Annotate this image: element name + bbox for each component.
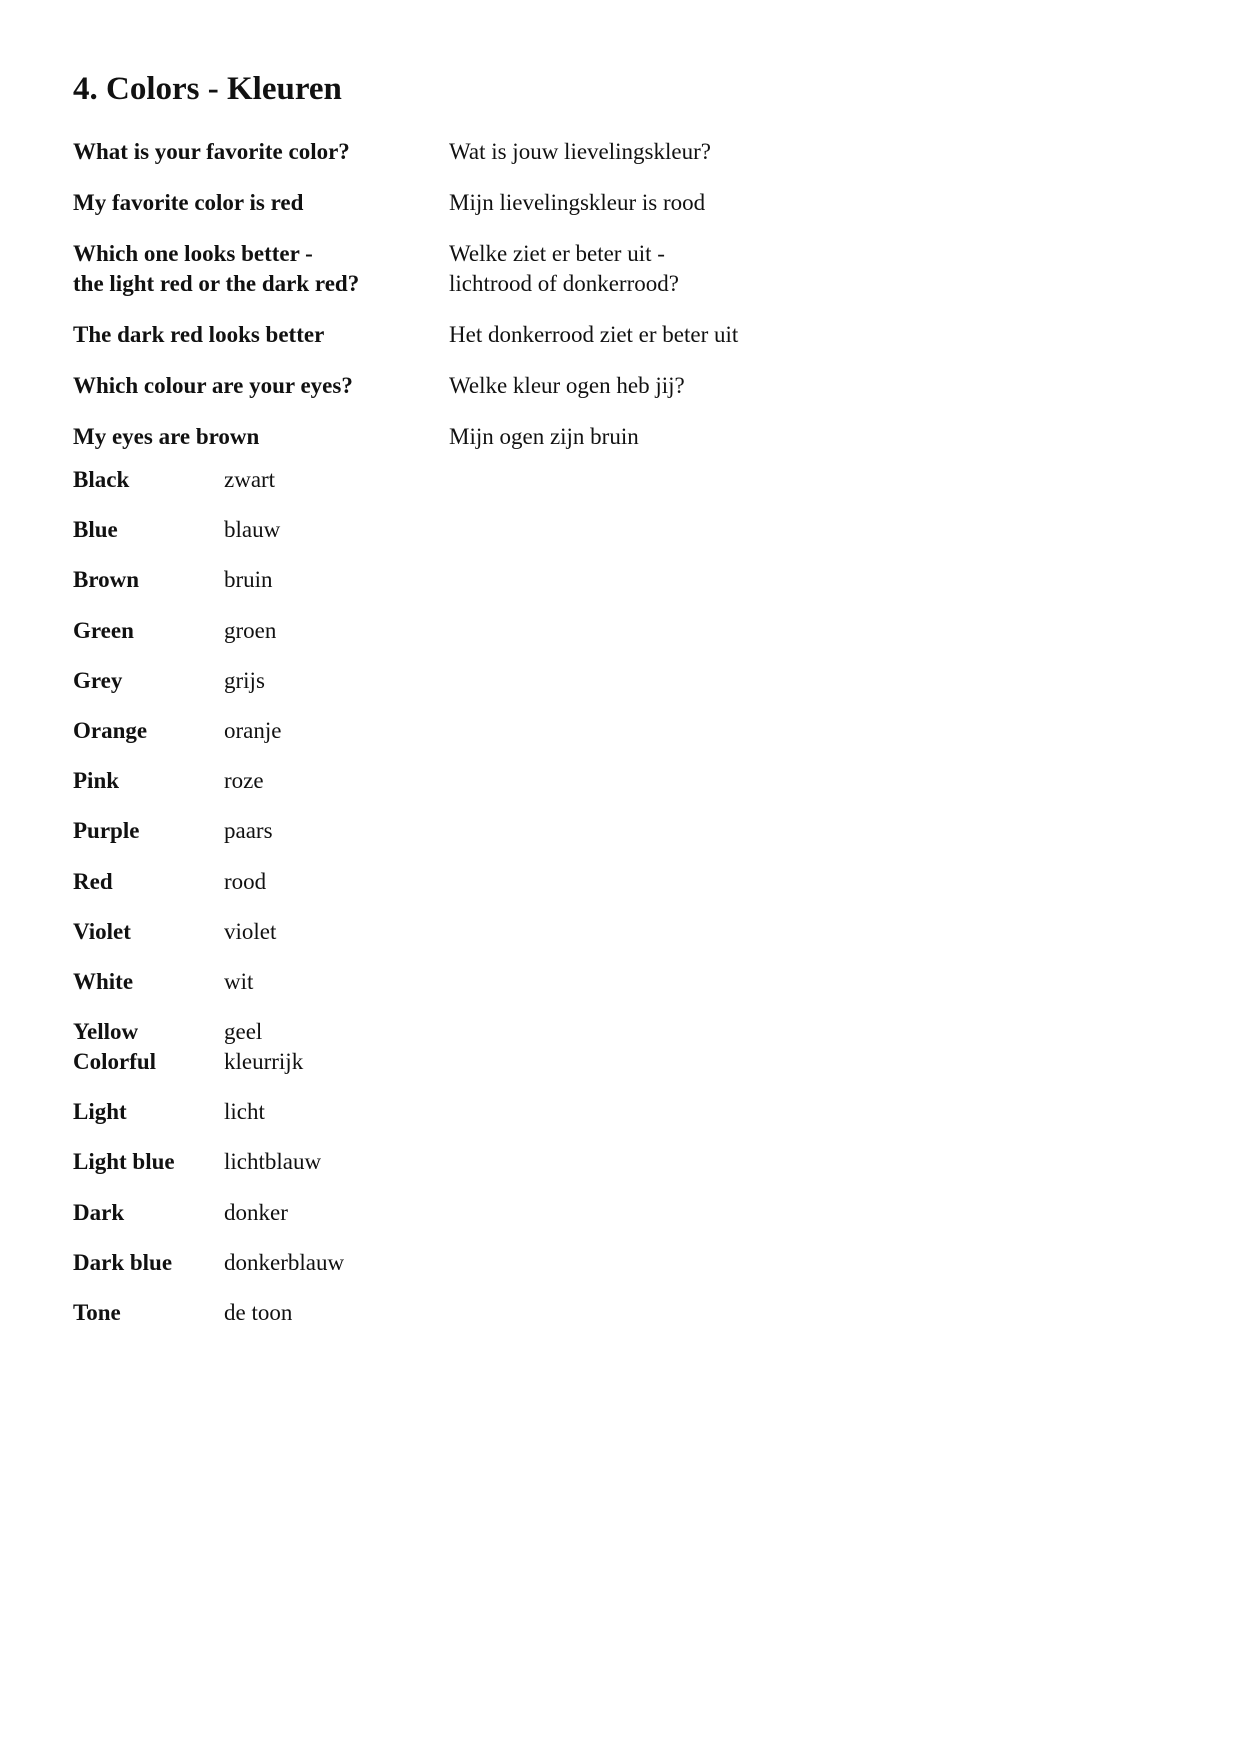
vocab-english: Green bbox=[73, 617, 134, 643]
vocab-row bbox=[73, 1147, 673, 1197]
phrase-dutch bbox=[449, 371, 833, 401]
vocab-english: Light bbox=[73, 1099, 127, 1125]
phrase-english-line: My eyes are brown bbox=[73, 424, 260, 449]
vocab-english: Red bbox=[73, 868, 113, 894]
vocab-dutch: zwart bbox=[224, 467, 276, 492]
phrase-english-line: What is your favorite color? bbox=[73, 139, 350, 164]
phrase-english-line: My favorite color is red bbox=[73, 190, 304, 215]
phrase-dutch-line: Wat is jouw lievelingskleur? bbox=[449, 139, 711, 164]
phrase-english-line: the light red or the dark red? bbox=[73, 271, 360, 296]
vocab-dutch: de toon bbox=[224, 1299, 293, 1325]
vocab-english: Blue bbox=[73, 517, 118, 543]
vocab-english: Dark bbox=[73, 1199, 125, 1225]
phrase-english bbox=[73, 320, 449, 350]
phrase-dutch-line: lichtrood of donkerrood? bbox=[449, 271, 679, 296]
phrase-english-line: Which colour are your eyes? bbox=[73, 373, 353, 398]
vocab-row bbox=[73, 1248, 673, 1298]
vocab-row bbox=[73, 766, 673, 816]
vocab-row bbox=[73, 716, 673, 766]
vocab-english: Yellow bbox=[73, 1019, 139, 1045]
vocab-dutch: donker bbox=[224, 1199, 288, 1225]
phrase-dutch bbox=[449, 239, 833, 299]
vocab-dutch: kleurrijk bbox=[224, 1049, 304, 1074]
vocab-dutch: oranje bbox=[224, 717, 282, 743]
phrase-row bbox=[73, 137, 833, 167]
vocab-dutch: violet bbox=[224, 918, 277, 944]
vocab-row bbox=[73, 1047, 673, 1097]
page-title: 4. Colors - Kleuren bbox=[73, 71, 342, 107]
vocab-dutch: groen bbox=[224, 617, 277, 643]
phrase-dutch bbox=[449, 422, 833, 452]
vocab-dutch: donkerblauw bbox=[224, 1249, 345, 1275]
vocab-english: Black bbox=[73, 467, 130, 492]
phrase-english bbox=[73, 239, 449, 299]
phrase-english bbox=[73, 371, 449, 401]
vocab-row bbox=[73, 816, 673, 866]
vocab-row bbox=[73, 917, 673, 967]
phrase-dutch bbox=[449, 320, 833, 350]
phrase-dutch bbox=[449, 188, 833, 218]
vocab-dutch: wit bbox=[224, 968, 254, 994]
vocab-english: Purple bbox=[73, 818, 140, 844]
vocab-english: Orange bbox=[73, 717, 148, 743]
vocab-dutch: blauw bbox=[224, 517, 281, 543]
vocab-row bbox=[73, 867, 673, 917]
descriptor-vocabulary-list bbox=[73, 1047, 673, 1348]
vocab-row bbox=[73, 1298, 673, 1348]
vocab-dutch: bruin bbox=[224, 567, 273, 593]
vocab-row bbox=[73, 967, 673, 1017]
vocab-dutch: paars bbox=[224, 818, 273, 844]
vocab-row bbox=[73, 666, 673, 716]
vocab-english: Grey bbox=[73, 667, 123, 693]
phrase-dutch-line: Mijn ogen zijn bruin bbox=[449, 424, 639, 449]
vocab-dutch: lichtblauw bbox=[224, 1149, 322, 1175]
phrase-row bbox=[73, 188, 833, 218]
phrase-row bbox=[73, 422, 833, 452]
vocab-row bbox=[73, 565, 673, 615]
phrase-dutch-line: Welke ziet er beter uit - bbox=[449, 241, 665, 266]
vocab-dutch: geel bbox=[224, 1019, 263, 1045]
vocab-english: Dark blue bbox=[73, 1249, 173, 1275]
phrase-dutch bbox=[449, 137, 833, 167]
phrase-english bbox=[73, 137, 449, 167]
vocab-english: Brown bbox=[73, 567, 140, 593]
vocab-english: Colorful bbox=[73, 1049, 157, 1074]
phrase-english-line: The dark red looks better bbox=[73, 322, 325, 347]
vocab-row bbox=[73, 1198, 673, 1248]
vocab-dutch: licht bbox=[224, 1099, 265, 1125]
vocab-row bbox=[73, 515, 673, 565]
phrase-english bbox=[73, 422, 449, 452]
color-vocabulary-list bbox=[73, 465, 673, 1067]
phrase-row bbox=[73, 239, 833, 299]
phrase-row bbox=[73, 320, 833, 350]
phrase-dutch-line: Mijn lievelingskleur is rood bbox=[449, 190, 706, 215]
vocab-row bbox=[73, 465, 673, 515]
vocab-english: Tone bbox=[73, 1299, 121, 1325]
phrase-english bbox=[73, 188, 449, 218]
phrase-row bbox=[73, 371, 833, 401]
vocab-english: Violet bbox=[73, 918, 131, 944]
vocab-dutch: rood bbox=[224, 868, 267, 894]
phrase-english-line: Which one looks better - bbox=[73, 241, 313, 266]
phrase-dutch-line: Welke kleur ogen heb jij? bbox=[449, 373, 685, 398]
vocab-row bbox=[73, 1097, 673, 1147]
vocab-english: Pink bbox=[73, 768, 120, 794]
vocab-dutch: grijs bbox=[224, 667, 265, 693]
vocab-english: White bbox=[73, 968, 134, 994]
vocab-row bbox=[73, 616, 673, 666]
phrase-list bbox=[73, 137, 833, 473]
phrase-dutch-line: Het donkerrood ziet er beter uit bbox=[449, 322, 739, 347]
vocab-dutch: roze bbox=[224, 768, 264, 794]
vocab-english: Light blue bbox=[73, 1149, 175, 1175]
